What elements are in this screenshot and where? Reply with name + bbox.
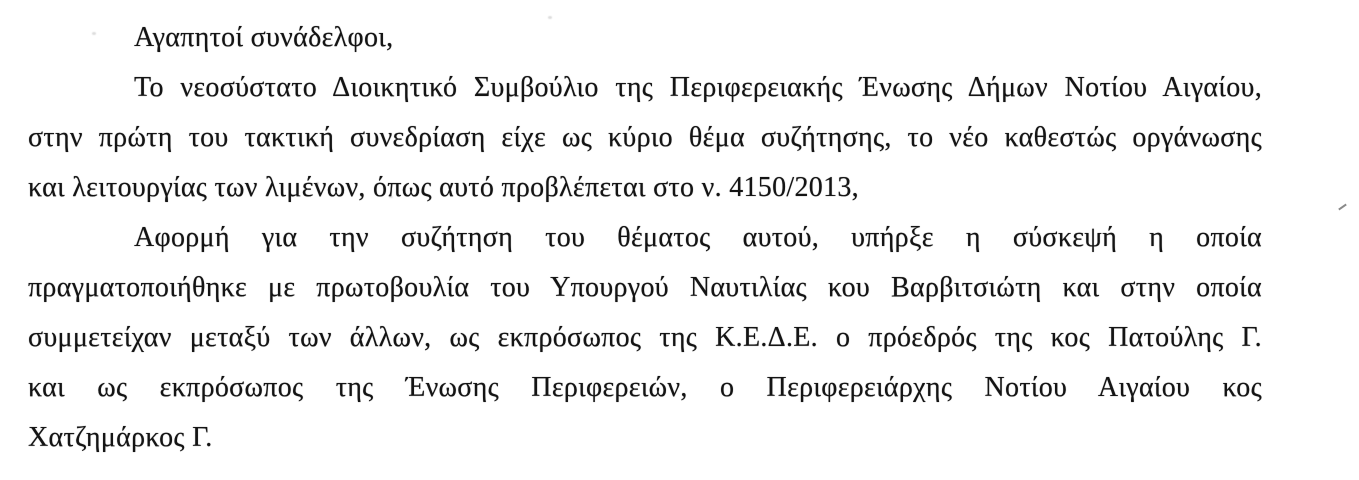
text-line: στην πρώτη του τακτική συνεδρίαση είχε ως κύριο θέμα συζήτησης, το νέο καθεστώς οργάνωσης [28,122,1262,153]
text-line: πραγματοποιήθηκε με πρωτοβουλία του Υπουργού Ναυτιλίας κου Βαρβιτσιώτη και στην οποία [28,272,1262,303]
text-line: Αφορμή για την συζήτηση του θέματος αυτού, υπήρξε η σύσκεψή η οποία [134,222,1262,253]
text-line: συμμετείχαν μεταξύ των άλλων, ως εκπρόσωπος της Κ.Ε.Δ.Ε. ο πρόεδρός της κος Πατούλης Γ. [28,322,1262,353]
scan-speckle [389,196,393,198]
text-line: Χατζημάρκος Γ. [28,422,213,453]
scan-speckle [92,32,96,35]
text-line: Το νεοσύστατο Διοικητικό Συμβούλιο της Περιφερειακής Ένωσης Δήμων Νοτίου Αιγαίου, [134,72,1262,103]
scan-speckle [316,182,319,185]
document-text-block [28,13,1262,463]
scan-speckle [548,16,552,19]
salutation-line: Αγαπητοί συνάδελφοι, [134,22,394,53]
scan-artifact-mark [1338,204,1347,211]
text-line: και ως εκπρόσωπος της Ένωσης Περιφερειών, ο Περιφερειάρχης Νοτίου Αιγαίου κος [28,372,1262,403]
text-line: και λειτουργίας των λιμένων, όπως αυτό προβλέπεται στο ν. 4150/2013, [28,172,859,203]
